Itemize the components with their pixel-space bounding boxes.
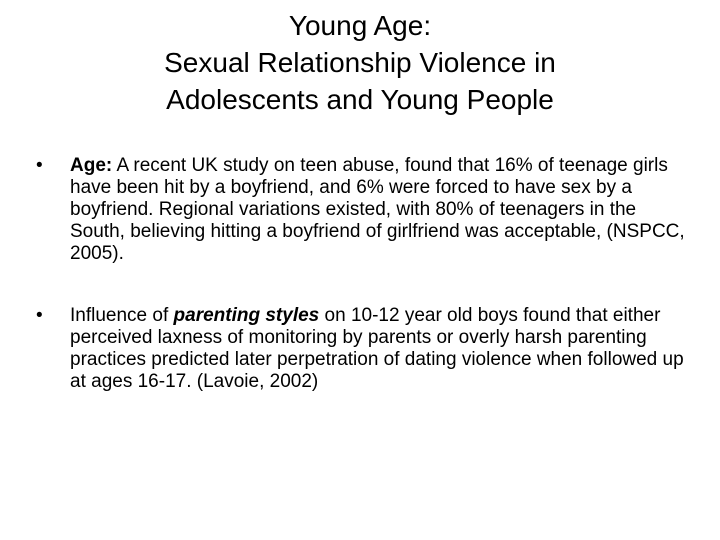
bullet-marker: • <box>36 305 43 326</box>
bullet-item-age <box>36 155 686 265</box>
title-line: Young Age: <box>288 10 432 41</box>
bullet-list <box>36 155 686 393</box>
bullet-text: A recent UK study on teen abuse, found that 16% of teenage girls have been hit by a boyfriend, and 6% were forced to have sex by a boyfriend. Regional variations existed, with 80% of teenagers in the South, believing hitting a boyfriend of girlfriend was acceptable, (NSPCC, 2005). <box>70 155 685 264</box>
bullet-emphasis: parenting styles <box>173 305 320 326</box>
bullet-lead: Age: <box>70 155 113 176</box>
bullet-item-parenting <box>36 305 686 393</box>
bullet-text-after: on 10-12 year old boys found that either perceived laxness of monitoring by parents or overly harsh parenting practices predicted later perpetration of dating violence when followed up at ages 16-17. (Lavoie, 2002) <box>70 305 684 392</box>
title-line: Adolescents and Young People <box>166 84 554 115</box>
bullet-text-before: Influence of <box>70 305 174 326</box>
title-line: Sexual Relationship Violence in <box>164 47 556 78</box>
bullet-marker: • <box>36 155 43 176</box>
slide-title <box>60 7 660 118</box>
